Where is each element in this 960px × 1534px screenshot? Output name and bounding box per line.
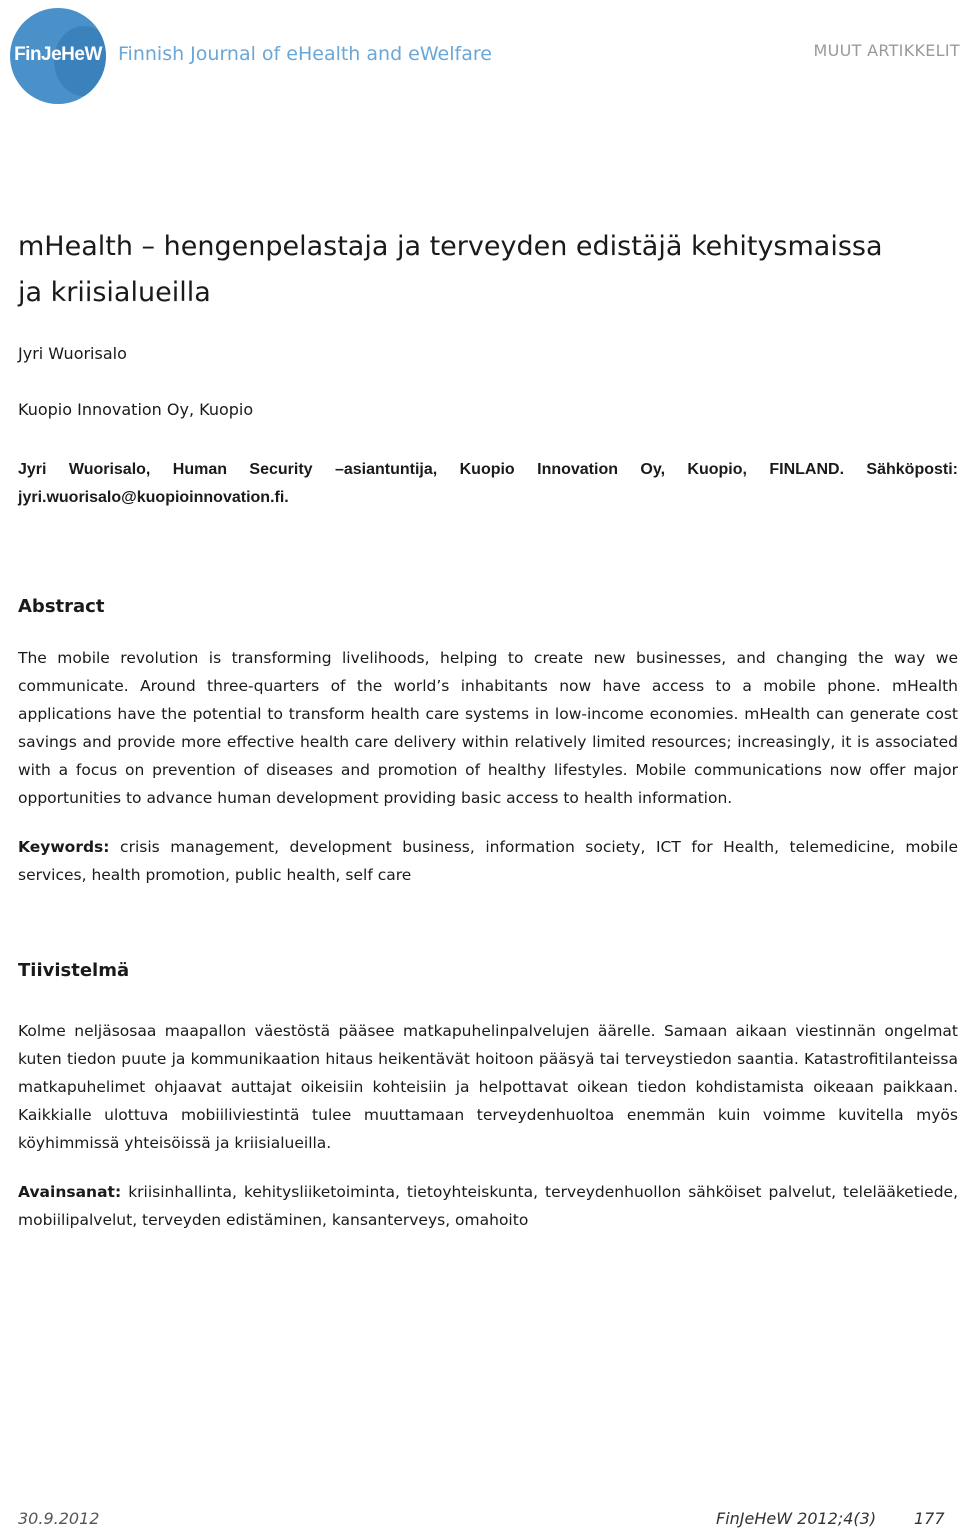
keywords-list: crisis management, development business, information society, ICT for Health, telemedicine, mobile services, health promotion, public health, self care <box>18 838 958 884</box>
abstract-heading: Abstract <box>18 596 105 617</box>
abstract-keywords <box>18 833 958 889</box>
avainsanat-list: kriisinhallinta, kehitysliiketoiminta, tietoyhteiskunta, terveydenhuollon sähköiset palvelut, telelääketiede, mobiilipalvelut, terveyden edistäminen, kansanterveys, omahoito <box>18 1183 959 1229</box>
section-label: MUUT ARTIKKELIT <box>813 41 960 60</box>
tiivistelma-text: Kolme neljäsosaa maapallon väestöstä pääsee matkapuhelinpalvelujen äärelle. Samaan aikaan viestinnän ongelmat kuten tiedon puute ja kommunikaation hitaus heikentävät hoitoon pääsyä tai terveystiedon saantia. Katastrofitilanteissa matkapuhelimet ohjaavat auttajat oikeisiin kohteisiin ja helpottavat oikean tiedon kohdistamista oikeaan paikkaan. Kaikkialle ulottuva mobiiliviestintä tulee muuttamaan terveydenhuoltoa enemmän kuin voimme kuvitella myös köyhimmissä yhteisöissä ja kriisialueilla. <box>18 1022 958 1152</box>
logo-text: FinJeHeW <box>14 44 102 65</box>
tiivistelma-keywords <box>18 1178 958 1234</box>
author-affiliation: Kuopio Innovation Oy, Kuopio <box>18 400 254 419</box>
keywords-label: Keywords: <box>18 838 110 856</box>
avainsanat-label: Avainsanat: <box>18 1183 122 1201</box>
page-number: 177 <box>914 1509 945 1528</box>
article-title: mHealth – hengenpelastaja ja terveyden edistäjä kehitysmaissa ja kriisialueilla <box>18 231 883 308</box>
footer-date: 30.9.2012 <box>18 1509 100 1528</box>
author-name: Jyri Wuorisalo <box>18 344 127 363</box>
tiivistelma-heading: Tiivistelmä <box>18 960 130 981</box>
footer-journal-ref: FinJeHeW 2012;4(3) <box>716 1509 877 1528</box>
abstract-text: The mobile revolution is transforming livelihoods, helping to create new businesses, and changing the way we communicate. Around three-quarters of the world’s inhabitants now have access to a mobile phone. mHealth applications have the potential to transform health care systems in low-income economies. mHealth can generate cost savings and provide more effective health care delivery within relatively limited resources; increasingly, it is associated with a focus on prevention of diseases and promotion of healthy lifestyles. Mobile communications now offer major opportunities to advance human development providing basic access to health information. <box>18 649 958 807</box>
journal-logo <box>10 8 106 104</box>
author-contact: Jyri Wuorisalo, Human Security –asiantuntija, Kuopio Innovation Oy, Kuopio, FINLAND. Sähköposti: jyri.wuorisalo@kuopioinnovation.fi. <box>18 461 958 506</box>
journal-name: Finnish Journal of eHealth and eWelfare <box>118 43 492 65</box>
